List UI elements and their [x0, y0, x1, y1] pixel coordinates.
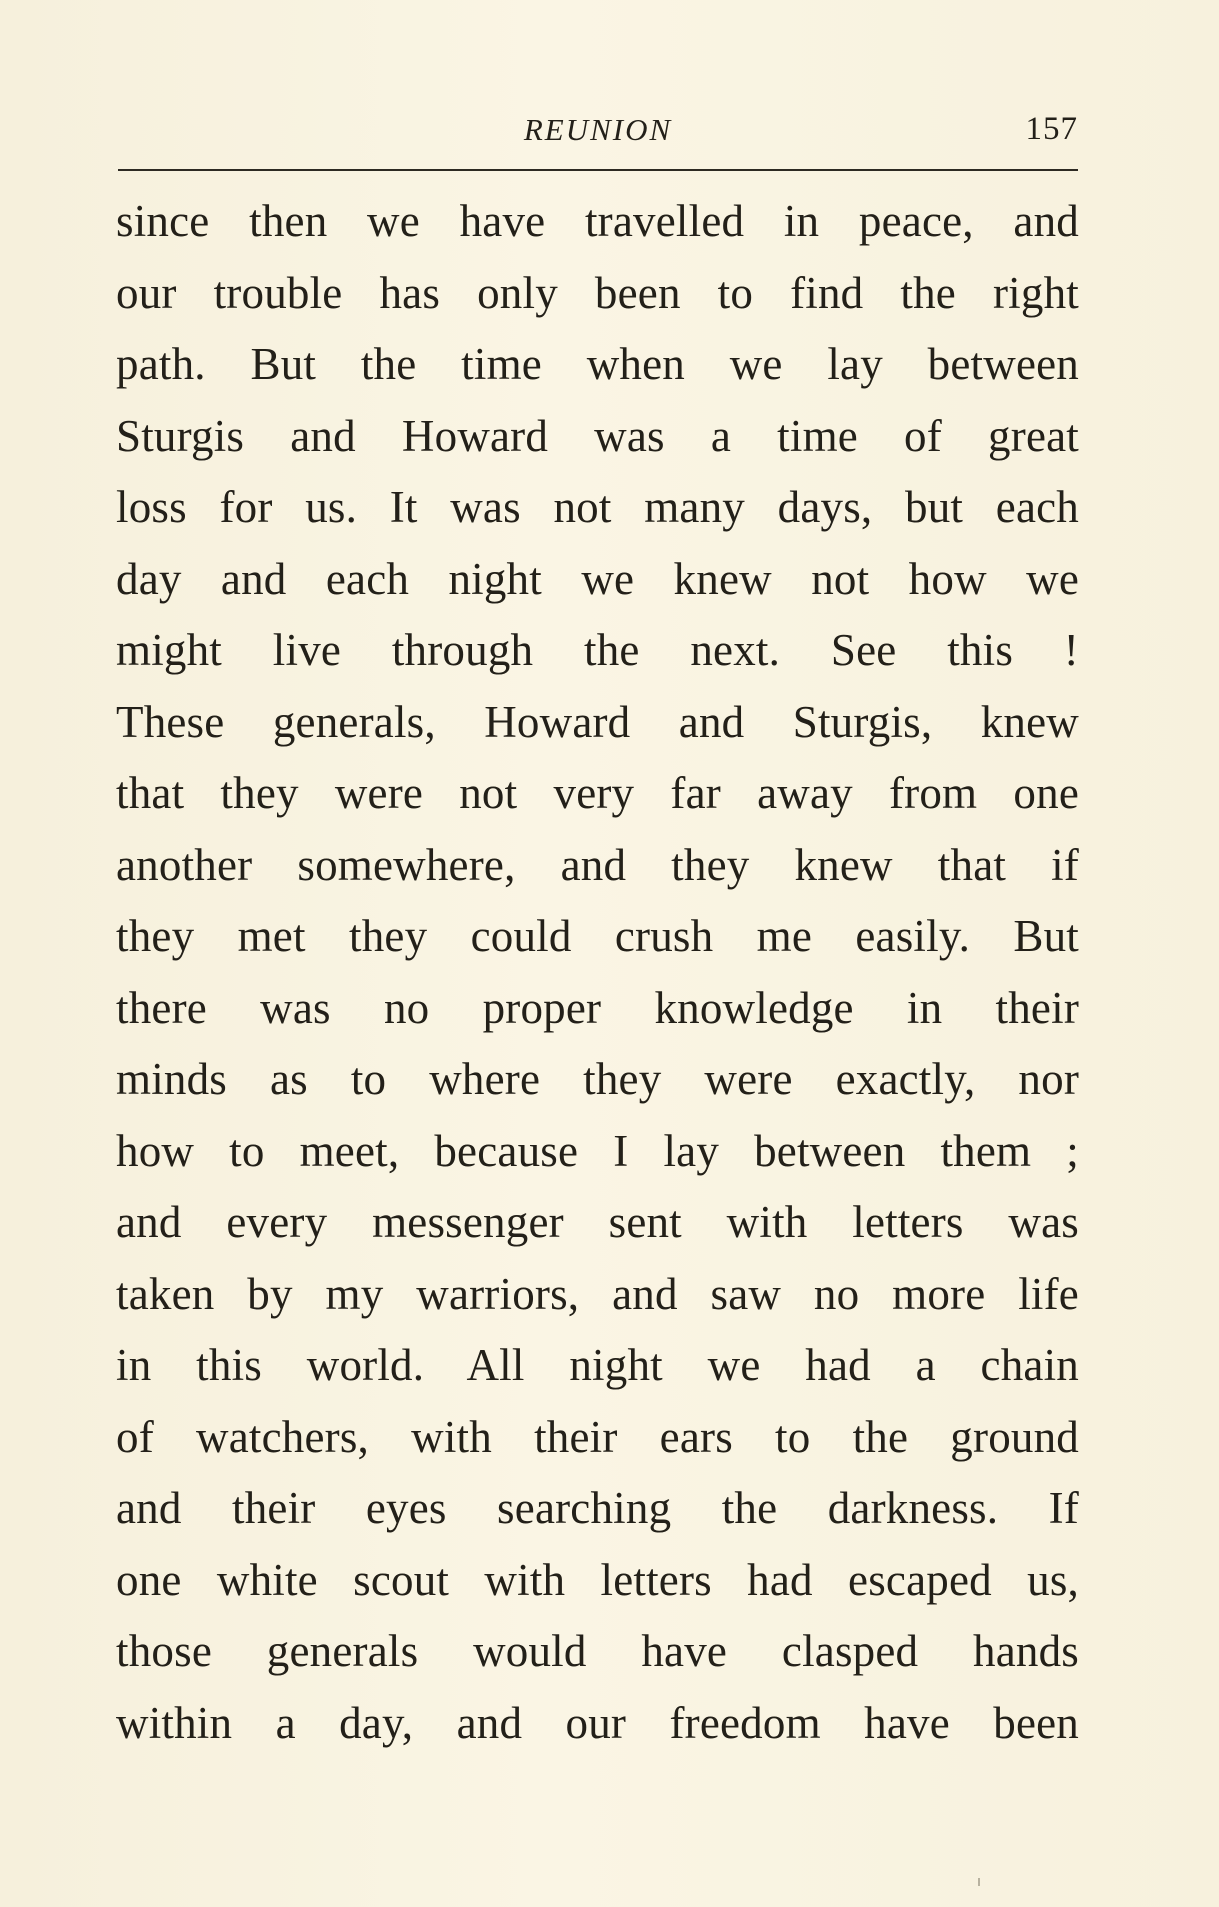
page-number: 157	[1025, 111, 1078, 147]
text-line: another somewhere, and they knew that if	[116, 839, 1079, 890]
text-line: might live through the next. See this !	[116, 625, 1079, 675]
text-line: path. But the time when we lay between	[116, 339, 1079, 389]
running-header	[118, 104, 1078, 160]
text-line: within a day, and our freedom have been	[116, 1697, 1079, 1748]
text-line: and every messenger sent with letters was	[116, 1197, 1079, 1247]
text-line: how to meet, because I lay between them ;	[116, 1125, 1079, 1176]
text-line: of watchers, with their ears to the ground	[116, 1411, 1079, 1462]
text-line: taken by my warriors, and saw no more life	[116, 1268, 1079, 1319]
running-title: REUNION	[523, 112, 673, 147]
text-line: our trouble has only been to find the right	[116, 267, 1079, 318]
text-line: and their eyes searching the darkness. If	[116, 1483, 1079, 1533]
text-line: since then we have travelled in peace, and	[116, 196, 1079, 246]
text-line: loss for us. It was not many days, but each	[116, 482, 1079, 532]
text-line: they met they could crush me easily. But	[116, 911, 1079, 961]
body-text	[116, 186, 1079, 1759]
text-line: in this world. All night we had a chain	[116, 1340, 1079, 1390]
paper-mark	[978, 1878, 980, 1886]
text-line: there was no proper knowledge in their	[116, 982, 1079, 1033]
text-line: that they were not very far away from one	[116, 768, 1079, 818]
text-line: Sturgis and Howard was a time of great	[116, 410, 1079, 461]
text-line: one white scout with letters had escaped us,	[116, 1554, 1079, 1605]
text-line: those generals would have clasped hands	[116, 1626, 1079, 1676]
text-line: These generals, Howard and Sturgis, knew	[116, 696, 1079, 747]
text-line: day and each night we knew not how we	[116, 553, 1079, 604]
text-line: minds as to where they were exactly, nor	[116, 1054, 1079, 1104]
header-rule	[118, 169, 1078, 171]
